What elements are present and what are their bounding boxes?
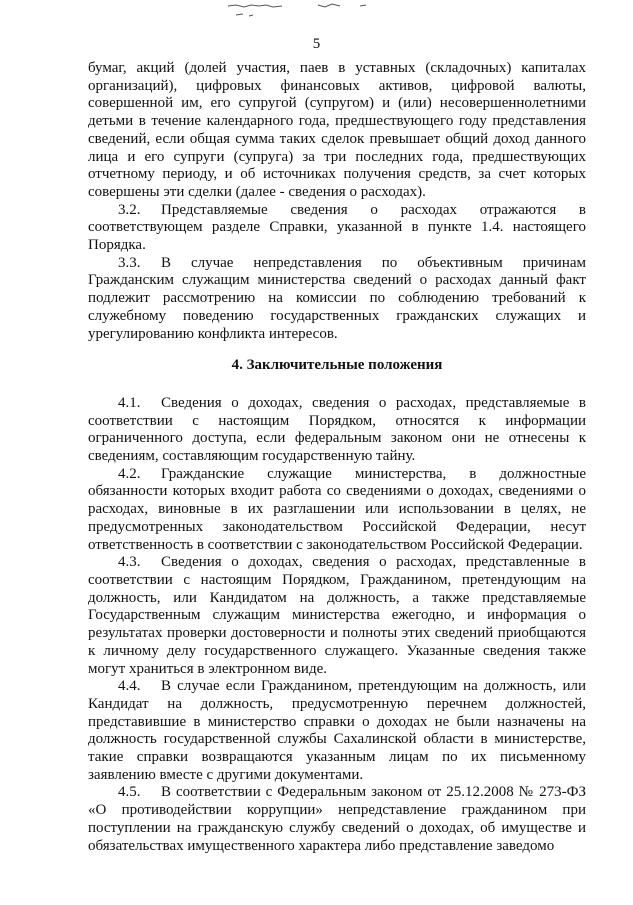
paragraph-number: 4.5. [118, 784, 141, 801]
paragraph-text: В соответствии с Федеральным законом от 25.12.2008 № 273-ФЗ «О противодействии коррупции» непредставление гражданином при поступлении на гражданскую службу сведений о доходах, об имуществе и обязательствах имущественного характера либо представление заведомо [88, 784, 586, 854]
paragraph-3-3 [88, 255, 586, 344]
paragraph-4-3 [88, 554, 586, 678]
document-body [88, 60, 586, 855]
paragraph-text: Представляемые сведения о расходах отражаются в соответствующем разделе Справки, указанной в пункте 1.4. настоящего Порядка. [88, 201, 586, 254]
paragraph-text: Сведения о доходах, сведения о расходах, представляемые в соответствии с настоящим Порядком, относятся к информации ограниченного доступа, если федеральным законом они не отнесены к сведениям, составляющим государственную тайну. [88, 394, 586, 465]
paragraph-text: Гражданские служащие министерства, в должностные обязанности которых входит работа со сведениями о доходах, сведениями о расходах, виновные в их разглашении или использовании в целях, не предусмотренных законодательством Российской Федерации, несут ответственность в соответствии с законодательством Российской Федерации. [88, 465, 586, 553]
paragraph-3-2 [88, 202, 586, 255]
section-heading: 4. Заключительные положения [231, 357, 443, 374]
paragraph-number: 4.4. [118, 678, 141, 695]
page-number: 5 [312, 36, 321, 52]
paragraph-3-1-continuation: бумаг, акций (долей участия, паев в уставных (складочных) капиталах организаций), цифровых финансовых активов, цифровой валюты, совершенной им, его супругой (супругом) и (или) несовершеннолетними детьми в течение календарного года, предшествующего году представления сведений, если общая сумма таких сделок превышает общий доход данного лица и его супруги (супруга) за три последних года, предшествующих отчетному периоду, и об источниках получения средств, за счет которых совершены эти сделки (далее - сведения о расходах). [88, 60, 586, 200]
paragraph-4-5 [88, 784, 586, 855]
paragraph-text: В случае если Гражданином, претендующим на должность, или Кандидат на должность, предусмотренную перечнем должностей, представившие в министерство справки о доходах не были назначены на должность государственной службы Сахалинской области в министерстве, такие справки возвращаются указанным лицам по их письменному заявлению вместе с другими документами. [88, 678, 586, 783]
paragraph-number: 4.2. [118, 465, 141, 482]
paragraph-4-1 [88, 395, 586, 466]
scan-artifacts [0, 0, 633, 30]
paragraph-number: 4.1. [118, 394, 141, 411]
paragraph-number: 3.3. [118, 254, 141, 271]
paragraph-number: 4.3. [118, 554, 141, 571]
paragraph-text: В случае непредставления по объективным причинам Гражданским служащим министерства сведений о расходах данный факт подлежит рассмотрению на комиссии по соблюдению требований к служебному поведению государственных гражданских служащих и урегулированию конфликта интересов. [88, 254, 586, 342]
paragraph-4-4 [88, 678, 586, 784]
paragraph-number: 3.2. [118, 201, 141, 218]
paragraph-text: Сведения о доходах, сведения о расходах, представленные в соответствии с настоящим Порядком, Гражданином, претендующим на должность, или Кандидатом на должность, а также представляемые Государственным служащим министерства ежегодно, и информация о результатах проверки достоверности и полноты этих сведений приобщаются к личному делу государственного служащего. Указанные сведения также могут храниться в электронном виде. [88, 554, 586, 677]
paragraph-4-2 [88, 466, 586, 555]
